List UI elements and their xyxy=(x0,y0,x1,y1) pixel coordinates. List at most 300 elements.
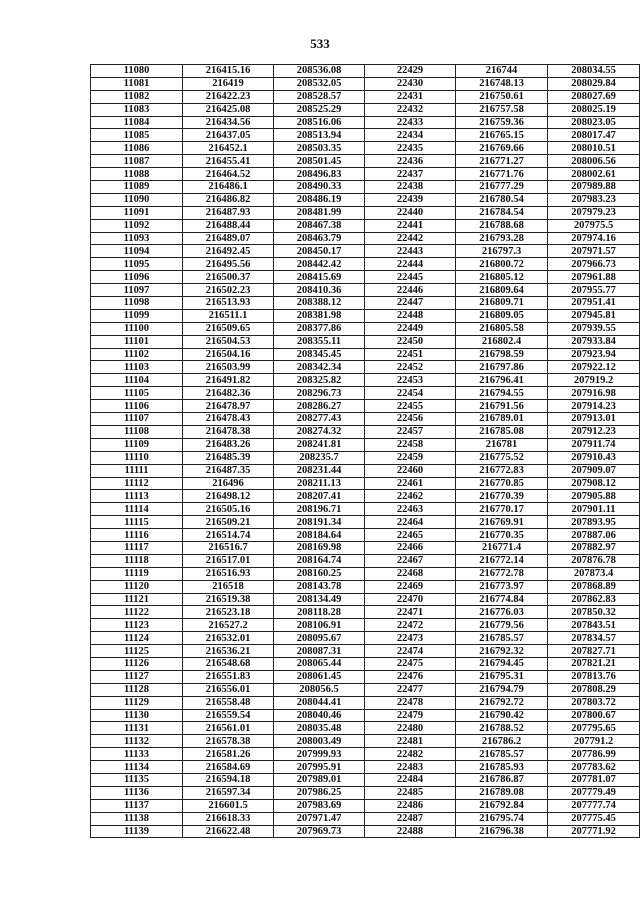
table-cell: 216434.56 xyxy=(183,116,274,129)
table-row xyxy=(91,193,640,206)
table-cell: 208377.86 xyxy=(274,322,365,335)
table-cell: 207910.43 xyxy=(548,451,640,464)
table-cell: 216770.85 xyxy=(456,477,548,490)
table-cell: 11122 xyxy=(91,606,183,619)
table-cell: 216618.33 xyxy=(183,812,274,825)
table-row xyxy=(91,799,640,812)
table-cell: 22465 xyxy=(365,529,456,542)
table-cell: 11106 xyxy=(91,400,183,413)
table-cell: 208513.94 xyxy=(274,129,365,142)
table-cell: 216601.5 xyxy=(183,799,274,812)
table-cell: 208296.73 xyxy=(274,387,365,400)
table-cell: 11089 xyxy=(91,181,183,194)
table-cell: 216784.54 xyxy=(456,206,548,219)
table-row xyxy=(91,90,640,103)
table-cell: 207800.67 xyxy=(548,709,640,722)
table-row xyxy=(91,232,640,245)
table-cell: 207862.83 xyxy=(548,593,640,606)
table-cell: 22436 xyxy=(365,155,456,168)
table-cell: 207983.23 xyxy=(548,193,640,206)
table-cell: 216597.34 xyxy=(183,786,274,799)
table-cell: 208342.34 xyxy=(274,361,365,374)
table-cell: 22432 xyxy=(365,103,456,116)
table-cell: 216527.2 xyxy=(183,619,274,632)
table-cell: 207781.07 xyxy=(548,773,640,786)
table-cell: 216757.58 xyxy=(456,103,548,116)
coordinates-table xyxy=(90,64,640,838)
table-cell: 216487.93 xyxy=(183,206,274,219)
table-cell: 11139 xyxy=(91,825,183,838)
table-cell: 208207.41 xyxy=(274,490,365,503)
table-cell: 216509.21 xyxy=(183,516,274,529)
table-cell: 11085 xyxy=(91,129,183,142)
table-cell: 11130 xyxy=(91,709,183,722)
table-cell: 207887.06 xyxy=(548,529,640,542)
table-cell: 216798.59 xyxy=(456,348,548,361)
table-cell: 207914.23 xyxy=(548,400,640,413)
table-cell: 207939.55 xyxy=(548,322,640,335)
table-cell: 22453 xyxy=(365,374,456,387)
table-cell: 208118.28 xyxy=(274,606,365,619)
table-cell: 216759.36 xyxy=(456,116,548,129)
table-row xyxy=(91,245,640,258)
table-cell: 207783.62 xyxy=(548,761,640,774)
table-cell: 208006.56 xyxy=(548,155,640,168)
table-cell: 208087.31 xyxy=(274,645,365,658)
table-cell: 11096 xyxy=(91,271,183,284)
table-cell: 22449 xyxy=(365,322,456,335)
table-cell: 22463 xyxy=(365,503,456,516)
table-cell: 22486 xyxy=(365,799,456,812)
table-cell: 11099 xyxy=(91,309,183,322)
coordinates-table-body xyxy=(91,65,640,838)
table-cell: 216425.08 xyxy=(183,103,274,116)
table-cell: 216517.01 xyxy=(183,554,274,567)
table-row xyxy=(91,477,640,490)
table-row xyxy=(91,490,640,503)
table-cell: 207983.69 xyxy=(274,799,365,812)
table-row xyxy=(91,696,640,709)
table-cell: 216792.32 xyxy=(456,645,548,658)
table-cell: 207966.73 xyxy=(548,258,640,271)
table-cell: 22457 xyxy=(365,425,456,438)
table-cell: 216489.07 xyxy=(183,232,274,245)
table-cell: 216419 xyxy=(183,77,274,90)
table-cell: 208450.17 xyxy=(274,245,365,258)
table-cell: 11102 xyxy=(91,348,183,361)
table-cell: 208061.45 xyxy=(274,670,365,683)
table-row xyxy=(91,374,640,387)
table-cell: 208410.36 xyxy=(274,284,365,297)
table-cell: 22439 xyxy=(365,193,456,206)
table-row xyxy=(91,77,640,90)
table-cell: 207803.72 xyxy=(548,696,640,709)
table-cell: 216483.26 xyxy=(183,438,274,451)
table-cell: 11083 xyxy=(91,103,183,116)
table-cell: 208025.19 xyxy=(548,103,640,116)
table-row xyxy=(91,116,640,129)
table-cell: 11132 xyxy=(91,735,183,748)
table-cell: 207989.01 xyxy=(274,773,365,786)
table-cell: 216486.82 xyxy=(183,193,274,206)
table-cell: 216770.17 xyxy=(456,503,548,516)
table-cell: 216771.76 xyxy=(456,168,548,181)
table-cell: 216769.91 xyxy=(456,516,548,529)
table-cell: 216581.26 xyxy=(183,748,274,761)
table-row xyxy=(91,735,640,748)
table-cell: 208501.45 xyxy=(274,155,365,168)
table-cell: 207827.71 xyxy=(548,645,640,658)
table-row xyxy=(91,825,640,838)
table-cell: 208134.49 xyxy=(274,593,365,606)
table-cell: 207923.94 xyxy=(548,348,640,361)
table-row xyxy=(91,593,640,606)
table-row xyxy=(91,155,640,168)
table-cell: 207999.93 xyxy=(274,748,365,761)
table-cell: 216559.54 xyxy=(183,709,274,722)
table-row xyxy=(91,451,640,464)
table-row xyxy=(91,554,640,567)
table-cell: 216809.71 xyxy=(456,297,548,310)
table-cell: 207876.78 xyxy=(548,554,640,567)
table-cell: 11131 xyxy=(91,722,183,735)
table-cell: 207971.57 xyxy=(548,245,640,258)
table-cell: 22431 xyxy=(365,90,456,103)
table-cell: 11119 xyxy=(91,567,183,580)
table-cell: 22451 xyxy=(365,348,456,361)
table-cell: 22454 xyxy=(365,387,456,400)
table-cell: 216496 xyxy=(183,477,274,490)
table-cell: 11112 xyxy=(91,477,183,490)
table-cell: 22447 xyxy=(365,297,456,310)
table-cell: 208345.45 xyxy=(274,348,365,361)
table-cell: 216478.97 xyxy=(183,400,274,413)
table-row xyxy=(91,322,640,335)
table-cell: 207974.16 xyxy=(548,232,640,245)
table-cell: 11127 xyxy=(91,670,183,683)
table-cell: 207971.47 xyxy=(274,812,365,825)
table-cell: 216502.23 xyxy=(183,284,274,297)
table-cell: 11107 xyxy=(91,413,183,426)
table-cell: 216771.4 xyxy=(456,541,548,554)
table-cell: 216519.38 xyxy=(183,593,274,606)
table-cell: 207986.25 xyxy=(274,786,365,799)
table-cell: 22479 xyxy=(365,709,456,722)
table-cell: 216491.82 xyxy=(183,374,274,387)
table-cell: 11109 xyxy=(91,438,183,451)
table-cell: 216790.42 xyxy=(456,709,548,722)
table-cell: 216518 xyxy=(183,580,274,593)
table-cell: 207893.95 xyxy=(548,516,640,529)
table-row xyxy=(91,516,640,529)
table-cell: 216437.05 xyxy=(183,129,274,142)
table-cell: 216809.64 xyxy=(456,284,548,297)
table-cell: 216478.43 xyxy=(183,413,274,426)
table-cell: 208481.99 xyxy=(274,206,365,219)
table-row xyxy=(91,709,640,722)
table-cell: 22435 xyxy=(365,142,456,155)
table-cell: 216516.93 xyxy=(183,567,274,580)
table-cell: 216455.41 xyxy=(183,155,274,168)
table-cell: 216504.53 xyxy=(183,335,274,348)
table-cell: 208536.08 xyxy=(274,65,365,78)
table-row xyxy=(91,206,640,219)
table-cell: 208274.32 xyxy=(274,425,365,438)
table-cell: 216498.12 xyxy=(183,490,274,503)
table-cell: 216500.37 xyxy=(183,271,274,284)
table-cell: 207813.76 xyxy=(548,670,640,683)
table-cell: 216794.79 xyxy=(456,683,548,696)
table-cell: 216772.14 xyxy=(456,554,548,567)
table-cell: 216464.52 xyxy=(183,168,274,181)
table-cell: 22467 xyxy=(365,554,456,567)
table-cell: 216504.16 xyxy=(183,348,274,361)
table-cell: 208143.78 xyxy=(274,580,365,593)
table-cell: 216795.31 xyxy=(456,670,548,683)
table-cell: 22472 xyxy=(365,619,456,632)
table-row xyxy=(91,258,640,271)
table-cell: 207850.32 xyxy=(548,606,640,619)
table-row xyxy=(91,541,640,554)
table-cell: 216774.84 xyxy=(456,593,548,606)
table-cell: 216797.3 xyxy=(456,245,548,258)
table-cell: 22480 xyxy=(365,722,456,735)
table-cell: 22460 xyxy=(365,464,456,477)
table-cell: 22444 xyxy=(365,258,456,271)
table-cell: 208503.35 xyxy=(274,142,365,155)
table-cell: 208034.55 xyxy=(548,65,640,78)
table-row xyxy=(91,181,640,194)
table-cell: 216796.38 xyxy=(456,825,548,838)
table-cell: 207909.07 xyxy=(548,464,640,477)
table-cell: 208023.05 xyxy=(548,116,640,129)
table-cell: 22461 xyxy=(365,477,456,490)
table-cell: 216788.68 xyxy=(456,219,548,232)
table-row xyxy=(91,297,640,310)
table-cell: 216487.35 xyxy=(183,464,274,477)
table-cell: 216780.54 xyxy=(456,193,548,206)
table-cell: 208277.43 xyxy=(274,413,365,426)
table-cell: 208035.48 xyxy=(274,722,365,735)
table-cell: 22470 xyxy=(365,593,456,606)
table-cell: 207961.88 xyxy=(548,271,640,284)
table-cell: 11088 xyxy=(91,168,183,181)
table-row xyxy=(91,580,640,593)
table-cell: 216485.39 xyxy=(183,451,274,464)
table-cell: 216793.28 xyxy=(456,232,548,245)
table-cell: 208528.57 xyxy=(274,90,365,103)
table-cell: 216795.74 xyxy=(456,812,548,825)
table-cell: 11105 xyxy=(91,387,183,400)
table-cell: 207955.77 xyxy=(548,284,640,297)
table-row xyxy=(91,645,640,658)
table-cell: 22484 xyxy=(365,773,456,786)
table-cell: 216594.18 xyxy=(183,773,274,786)
table-row xyxy=(91,309,640,322)
table-cell: 22438 xyxy=(365,181,456,194)
table-cell: 22475 xyxy=(365,657,456,670)
table-cell: 216478.38 xyxy=(183,425,274,438)
table-cell: 208467.38 xyxy=(274,219,365,232)
table-cell: 11115 xyxy=(91,516,183,529)
table-cell: 216796.41 xyxy=(456,374,548,387)
table-cell: 11111 xyxy=(91,464,183,477)
table-cell: 11129 xyxy=(91,696,183,709)
table-cell: 11121 xyxy=(91,593,183,606)
table-cell: 11108 xyxy=(91,425,183,438)
table-cell: 22441 xyxy=(365,219,456,232)
table-cell: 216776.03 xyxy=(456,606,548,619)
table-cell: 11081 xyxy=(91,77,183,90)
table-cell: 22429 xyxy=(365,65,456,78)
table-cell: 22466 xyxy=(365,541,456,554)
table-row xyxy=(91,142,640,155)
table-cell: 22443 xyxy=(365,245,456,258)
table-row xyxy=(91,103,640,116)
table-cell: 22468 xyxy=(365,567,456,580)
table-cell: 11090 xyxy=(91,193,183,206)
table-cell: 11092 xyxy=(91,219,183,232)
table-cell: 216794.55 xyxy=(456,387,548,400)
table-row xyxy=(91,812,640,825)
table-cell: 216809.05 xyxy=(456,309,548,322)
table-cell: 11094 xyxy=(91,245,183,258)
table-row xyxy=(91,657,640,670)
table-cell: 216750.61 xyxy=(456,90,548,103)
table-cell: 216772.83 xyxy=(456,464,548,477)
table-cell: 22452 xyxy=(365,361,456,374)
table-cell: 216785.93 xyxy=(456,761,548,774)
table-cell: 208196.71 xyxy=(274,503,365,516)
table-cell: 208029.84 xyxy=(548,77,640,90)
table-cell: 216488.44 xyxy=(183,219,274,232)
table-cell: 11138 xyxy=(91,812,183,825)
table-cell: 216779.56 xyxy=(456,619,548,632)
table-cell: 207995.91 xyxy=(274,761,365,774)
table-cell: 208286.27 xyxy=(274,400,365,413)
table-cell: 216514.74 xyxy=(183,529,274,542)
table-cell: 11082 xyxy=(91,90,183,103)
table-cell: 216516.7 xyxy=(183,541,274,554)
table-cell: 216558.48 xyxy=(183,696,274,709)
table-cell: 216422.23 xyxy=(183,90,274,103)
table-cell: 22437 xyxy=(365,168,456,181)
table-cell: 207911.74 xyxy=(548,438,640,451)
table-cell: 22487 xyxy=(365,812,456,825)
table-cell: 216785.08 xyxy=(456,425,548,438)
table-cell: 207808.29 xyxy=(548,683,640,696)
table-row xyxy=(91,168,640,181)
table-cell: 216523.18 xyxy=(183,606,274,619)
table-cell: 207777.74 xyxy=(548,799,640,812)
table-row xyxy=(91,400,640,413)
table-cell: 216805.58 xyxy=(456,322,548,335)
table-cell: 207919.2 xyxy=(548,374,640,387)
table-cell: 216769.66 xyxy=(456,142,548,155)
table-cell: 216794.45 xyxy=(456,657,548,670)
table-cell: 208241.81 xyxy=(274,438,365,451)
table-row xyxy=(91,129,640,142)
table-cell: 11116 xyxy=(91,529,183,542)
table-row xyxy=(91,387,640,400)
table-cell: 207882.97 xyxy=(548,541,640,554)
table-cell: 216548.68 xyxy=(183,657,274,670)
table-cell: 11103 xyxy=(91,361,183,374)
table-cell: 216789.01 xyxy=(456,413,548,426)
table-cell: 216748.13 xyxy=(456,77,548,90)
table-cell: 207786.99 xyxy=(548,748,640,761)
table-cell: 22446 xyxy=(365,284,456,297)
table-cell: 208040.46 xyxy=(274,709,365,722)
table-row xyxy=(91,632,640,645)
table-cell: 216789.08 xyxy=(456,786,548,799)
table-row xyxy=(91,748,640,761)
table-cell: 216786.2 xyxy=(456,735,548,748)
table-cell: 22478 xyxy=(365,696,456,709)
table-cell: 216792.84 xyxy=(456,799,548,812)
table-cell: 216771.27 xyxy=(456,155,548,168)
table-cell: 208095.67 xyxy=(274,632,365,645)
table-cell: 22483 xyxy=(365,761,456,774)
table-cell: 11095 xyxy=(91,258,183,271)
table-cell: 207912.23 xyxy=(548,425,640,438)
table-cell: 11084 xyxy=(91,116,183,129)
table-cell: 207901.11 xyxy=(548,503,640,516)
table-cell: 216770.35 xyxy=(456,529,548,542)
table-cell: 22455 xyxy=(365,400,456,413)
table-cell: 208010.51 xyxy=(548,142,640,155)
table-cell: 216805.12 xyxy=(456,271,548,284)
page-number: 533 xyxy=(310,36,330,51)
table-cell: 208044.41 xyxy=(274,696,365,709)
table-cell: 11114 xyxy=(91,503,183,516)
table-cell: 207791.2 xyxy=(548,735,640,748)
table-cell: 207989.88 xyxy=(548,181,640,194)
table-cell: 216788.52 xyxy=(456,722,548,735)
table-cell: 208065.44 xyxy=(274,657,365,670)
table-cell: 22456 xyxy=(365,413,456,426)
table-row xyxy=(91,619,640,632)
table-cell: 216797.86 xyxy=(456,361,548,374)
table-cell: 207922.12 xyxy=(548,361,640,374)
table-cell: 208235.7 xyxy=(274,451,365,464)
table-cell: 207908.12 xyxy=(548,477,640,490)
table-row xyxy=(91,670,640,683)
table-row xyxy=(91,606,640,619)
table-cell: 11098 xyxy=(91,297,183,310)
table-cell: 216802.4 xyxy=(456,335,548,348)
table-cell: 208106.91 xyxy=(274,619,365,632)
table-row xyxy=(91,529,640,542)
table-cell: 11120 xyxy=(91,580,183,593)
table-cell: 216791.56 xyxy=(456,400,548,413)
table-cell: 207868.89 xyxy=(548,580,640,593)
table-cell: 207905.88 xyxy=(548,490,640,503)
table-cell: 22473 xyxy=(365,632,456,645)
table-cell: 208355.11 xyxy=(274,335,365,348)
table-cell: 207843.51 xyxy=(548,619,640,632)
table-cell: 216503.99 xyxy=(183,361,274,374)
table-cell: 22476 xyxy=(365,670,456,683)
table-cell: 11093 xyxy=(91,232,183,245)
table-cell: 208516.06 xyxy=(274,116,365,129)
table-row xyxy=(91,683,640,696)
table-cell: 22474 xyxy=(365,645,456,658)
table-cell: 208003.49 xyxy=(274,735,365,748)
table-cell: 216509.65 xyxy=(183,322,274,335)
table-cell: 22433 xyxy=(365,116,456,129)
table-cell: 216765.15 xyxy=(456,129,548,142)
